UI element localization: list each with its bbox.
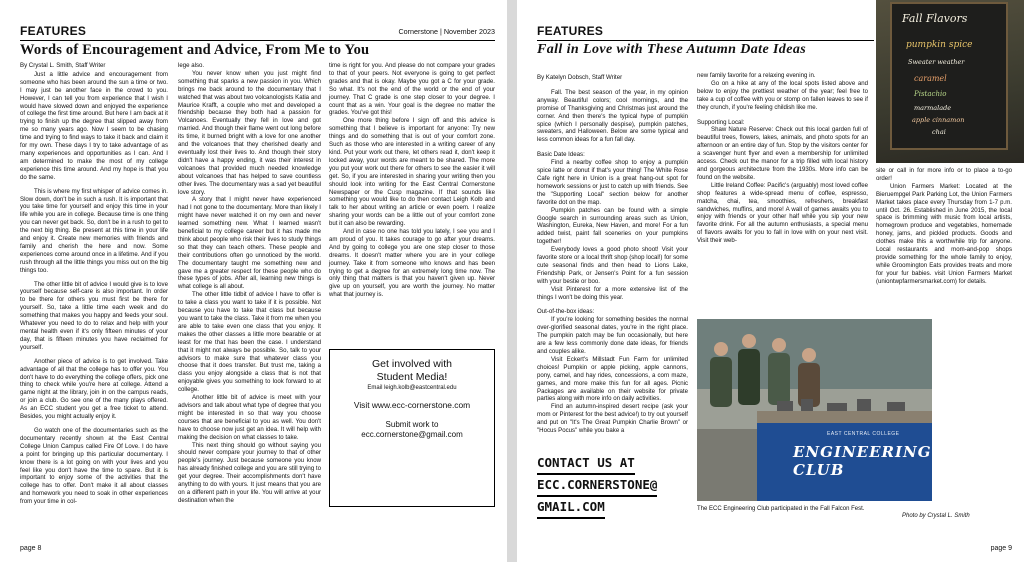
paragraph: lege also. bbox=[178, 62, 205, 69]
paragraph: This is where my first whisper of advice comes in. Slow down, don't be in such a rush. It is important that you take time for yourself and enjoy this time in your life while you are in college. Because time is one thing you can never get back. So, don't be in a rush to get to the next big thing. Be present at this time in your life and enjoy it. Create new memories with friends and family and cherish the here and now. Some experiences come around once in a lifetime. And if you rush through all the little things you miss out on the big things too. bbox=[20, 187, 168, 274]
photo-credit: Photo by Crystal L. Smith bbox=[902, 513, 970, 519]
paragraph: And in case no one has told you lately, I see you and I am proud of you. It takes courage to go after your dreams. And by going to college you are one step closer to those dreams. It doesn't matter where you are in your college journey. Take it from someone who knows and has been trying to get a degree for an extremely long time now. The only thing that matters is that you haven't given up. Never give up on yourself, you are worth the journey. No matter what that journey is. bbox=[329, 228, 495, 299]
paragraph: Everybody loves a good photo shoot! Visit your favorite store or a local thrift shop (shop local!) for some cute seasonal finds and then head to Lions Lake, Friendship Park, or Jensen's Point for a fun session with your bestie or boo. bbox=[537, 246, 688, 285]
promo-submit-label: Submit work to bbox=[385, 420, 439, 429]
contact-block bbox=[537, 453, 667, 519]
paragraph: Visit Eckert's Millstadt Fun Farm for unlimited choices! Pumpkin or apple picking, apple cannons, pony, camel, and hay rides, concessions, a corn maze, games, and more make this fun for all ages. Picnic Packages are available on their website for private parties along with more info on daily activities. bbox=[537, 355, 688, 403]
paragraph: Another little bit of advice is meet with your advisors and talk about what type of degree that you might be interested in so that way you choose courses that are beneficial to you as well. You don't have to choose now just get an idea. It will help with making the decision on what classes to take. bbox=[178, 394, 321, 441]
paragraph: A story that I might never have experienced had I not gone to the documentary. More than likely I might have never watched it on my own and never learned something new. What I learned wasn't beneficial to my college career but it has made me think about people who risk their lives to study things so that they can teach others. These people and their contributions often go unnoticed by the world. The documentary taught me something new and gave me a greater respect for these people who do these types of jobs. After all, learning new things is what college is all about. bbox=[178, 196, 321, 291]
paragraph: site or call in for more info or to place a to-go order! bbox=[876, 167, 1012, 182]
subheading-basic: Basic Date Ideas: bbox=[537, 151, 585, 159]
contact-line-1: CONTACT US AT bbox=[537, 453, 635, 475]
paragraph: Just a little advice and encouragement from someone who has been around the sun a time or two. I may just be another face in the crowd to you. However, I can tell you from experience that I wish I would have slowed down and enjoyed the experience of college the first time around. But here I am back at it trying to finish up the degree that slipped away from me so many years ago. Now I seem to be chasing time and trying to find ways to take it back and claim it for my own. These days I try to take advantage of as many experiences and opportunities as I can. And I am determined to make the most of my college experience this time around. And my hope is that you do the same. bbox=[20, 70, 168, 181]
menu-item: marmalade bbox=[914, 104, 952, 112]
paragraph: Little Ireland Coffee: Pacific's (arguably) most loved coffee shop features a wide-spread menu of coffee, espresso, matcha, chai, tea, smoothies, refreshers, breakfast sandwiches, muffins, and more! A wall of games awaits you to enjoy with friends or your other half while you sip your new favorite drink. For all the autumn enthusiasts, a special menu of flavors awaits for you to fall in love with on your next visit. Visit their web- bbox=[697, 181, 868, 245]
paragraph: The other little bit of advice I would give is to love yourself because self-care is also important. In order to be there for others you must first be there for yourself. So, take a little time each week and do something that makes you happy and feeds your soul. Whatever you need to do to relax and help with your mental health even if it's only fifteen minutes of your day, that is fifteen minutes you have reclaimed for yourself. bbox=[20, 280, 168, 351]
paragraph: time is right for you. And please do not compare your grades to that of your peers. Not everyone is going to get perfect grades and that is okay. Maybe you got a C for your grade. So what. It's not the end of the world or the end of your journey. That C grade is one step closer to your degree. I count that as a win. Your goal is the degree no matter the grades. You've got this! bbox=[329, 62, 495, 117]
article-column-1 bbox=[20, 62, 168, 506]
promo-line-2: Student Media! bbox=[376, 371, 448, 383]
menu-item: pumpkin spice bbox=[906, 40, 973, 50]
page-left bbox=[0, 0, 507, 562]
menu-item: caramel bbox=[914, 74, 947, 83]
paragraph: Find a nearby coffee shop to enjoy a pumpkin spice latte or donut if that's your thing! The White Rose Cafe right here in Union is a great hang-out spot for homework sessions or just to catch up with friends. See the "Supporting Local" section below for another favorite dot on the map. bbox=[537, 159, 688, 206]
menu-chalkboard bbox=[890, 2, 1008, 150]
section-label: FEATURES bbox=[537, 24, 604, 38]
page-right bbox=[517, 0, 1024, 562]
page-number: page 8 bbox=[20, 545, 42, 552]
promo-submit-email[interactable]: ecc.cornerstone@gmail.com bbox=[361, 430, 463, 439]
page-header bbox=[537, 26, 874, 41]
paragraph: Shaw Nature Reserve: Check out this local garden full of beautiful trees, flowers, lakes, animals, and photo spots for an afternoon or an entire day of fun. Stop by the visitors center for a scavenger hunt flyer and even a membership for unlimited access. Check out the manor for a trip filled with local history and gorgeous architecture from the 1930s. More info can be found on the website. bbox=[697, 126, 868, 181]
article-column-2 bbox=[697, 72, 868, 245]
paragraph: Visit Pinterest for a more extensive list of the things I won't be doing this year. bbox=[537, 285, 688, 301]
promo-email-small[interactable]: Email leigh.kolb@eastcentral.edu bbox=[367, 385, 457, 391]
article-column-3 bbox=[329, 62, 495, 299]
contact-line-3[interactable]: GMAIL.COM bbox=[537, 497, 605, 519]
menu-item: Sweater weather bbox=[908, 58, 965, 66]
paragraph: You never know when you just might find something that sparks a new passion in you. Which brings me back around to the documentary that I watched that was about two volcanologists Katia and Maurice Krafft, a couple who met and developed a friendship because they both had a passion for Volcanoes. Eventually they fell in love and got married. And though their flame went out long before its time, it burned bright with a love for one another and the volcanoes that they cherished dearly and eventually lost their lives to. And though their story didn't have a happy ending, it was their interest in volcanoes that provided much needed knowledge about volcanoes that has helped to save countless other lives. The documentary was a sad yet beautiful love story. bbox=[178, 69, 321, 196]
paragraph: Another piece of advice is to get involved. Take advantage of all that the college has to offer you. You don't have to do everything the college offers, pick one thing to check while you're here at college. Attend a game night at the library, join in on the campus reads, or join a club. Go see one of the many plays offered. As an ECC student you get a free ticket to attend. Besides, you might actually enjoy it. bbox=[20, 357, 168, 421]
article-column-3 bbox=[876, 167, 1012, 286]
paragraph: Pumpkin patches can be found with a simple Google search in surrounding areas such as Union, Washington, Eureka, New Haven, and more! For a fun added twist, paint fall sceneries on your pumpkins together! bbox=[537, 206, 688, 246]
menu-title: Fall Flavors bbox=[902, 12, 968, 25]
byline: By Crystal L. Smith, Staff Writer bbox=[20, 62, 106, 69]
menu-item: Pistachio bbox=[914, 90, 947, 98]
article-column-2 bbox=[178, 62, 321, 505]
page-header bbox=[20, 26, 495, 41]
byline: By Katelyn Dobsch, Staff Writer bbox=[537, 74, 623, 81]
menu-item: chai bbox=[932, 128, 946, 136]
menu-item: apple cinnamon bbox=[912, 116, 965, 124]
paragraph: Find an autumn-inspired desert recipe (ask your mom or Pinterest for the best advice!) to try out yourself and put on "It's The Great Pumpkin Charlie Brown" or "Hocus Pocus" while you bake a bbox=[537, 403, 688, 435]
paragraph: If you're looking for something besides the normal over-glorified seasonal dates, you're in the right place. The pumpkin patch may be fun occasionally, but here are a few less commonly done date ideas, for friends and couples alike. bbox=[537, 316, 688, 355]
paragraph: The other little tidbit of advice I have to offer is to take a class you want to take if it is possible. Not because you have to take that class but because you want to take the class. Take it from me when you are able to take even one class that you enjoy. It makes the other classes a little more bearable or at least for me that has been the case. I understand that it might not always be possible. So, talk to your advisors to make sure that whatever class you choose that it does transfer. But trust me, taking a class you enjoy alongside a class that is not that enjoyable gives you something to look forward to at college. bbox=[178, 291, 321, 394]
paragraph: new family favorite for a relaxing evening in. bbox=[697, 72, 816, 79]
running-head: Cornerstone | November 2023 bbox=[398, 27, 495, 36]
promo-website[interactable]: Visit www.ecc-cornerstone.com bbox=[353, 400, 471, 410]
paragraph: One more thing before I sign off and this advice is something that I believe is important for anyone: Try new things and do something that is out of your comfort zone. Such as those who are interested in a writing career of any kind. Put your work out there, let others read it, don't keep it locked away, your words are meant to be shared. The more you put your work out there for others to see the easier it will get. So, if you are interested in sharing your writing then you should look into writing for the East Central Cornerstone Newspaper or the Cusp magazine. If that sounds like something you would like to do then contact Leigh Kolb and talk to her about writing an article or even poem. I realize sharing your words can be a little out of your comfort zone but it can also be rewarding. bbox=[329, 117, 495, 228]
page-number: page 9 bbox=[990, 545, 1012, 552]
article-headline: Words of Encouragement and Advice, From Me to You bbox=[20, 42, 370, 58]
banner-text: ENGINEERING CLUB bbox=[793, 443, 932, 479]
paragraph: Union Farmers Market: Located at the Bieruempgel Park Parking Lot, the Union Farmers Market takes place every Thursday from 1-7 p.m. until Oct. 26. Established in June 2015, the local space is brimming with music from local artists, homegrown produce and vegetables, homemade honey, jams, and pickled products. Goods and clothes make this a worthwhile trip for anyone. Local restaurants and mom-and-pop shops provide something for the whole family to enjoy, while Groomington Eats provides treats and more for your fur babies. visit Union Farmers Market (uniontwpfarmersmarket.com) for details. bbox=[876, 182, 1012, 285]
section-label: FEATURES bbox=[20, 24, 87, 38]
subheading-out-of-box: Out-of-the-box ideas: bbox=[537, 308, 595, 316]
student-media-promo-box bbox=[329, 349, 495, 507]
paragraph: Go on a hike at any of the local spots listed above and below to enjoy the prettiest weather of the year; feel free to take a cup of coffee with you or stomp on fallen leaves to see if they crunch, if you're feeling childish like me. bbox=[697, 79, 868, 111]
menu-board-photo bbox=[876, 0, 1024, 163]
paragraph: Fall. The best season of the year, in my opinion anyway. Beautiful colors; cool mornings, and the promise of Thanksgiving and Christmas just around the corner. And then there's the typical hype of pumpkin spice (which I personally despise), pumpkin patches, sweaters, and Halloween. Below are some typical and less common ideas for a fun fall day. bbox=[537, 88, 688, 144]
article-headline: Fall in Love with These Autumn Date Ideas bbox=[537, 42, 807, 57]
paragraph: This next thing should go without saying you should never compare your journey to that of other people's journey. Just because someone you know has already finished college and you are still trying to get your degree. Their accomplishments don't have anything to do with yours. It just means that you are on a different path in your life. You will arrive at your destination when the bbox=[178, 441, 321, 504]
subheading-supporting-local: Supporting Local: bbox=[697, 118, 745, 126]
article-column-1 bbox=[537, 74, 688, 435]
engineering-club-photo bbox=[697, 319, 932, 501]
contact-line-2[interactable]: ECC.CORNERSTONE@ bbox=[537, 475, 657, 497]
banner-small-text: EAST CENTRAL COLLEGE bbox=[827, 431, 900, 437]
paragraph: Go watch one of the documentaries such as the documentary recently shown at the East Central College Union Campus called Fire Of Love. I do have a point for bringing up this particular documentary. I know there is a lot going on with your lives and you feel like you don't have the time to spare. But it is important to enjoy some of the activities that the college has to offer. Don't make it all about classes and homework you need to soak in other experiences from your time in col- bbox=[20, 426, 168, 506]
promo-line-1: Get involved with bbox=[372, 358, 452, 370]
photo-caption: The ECC Engineering Club participated in the Fall Falcon Fest. bbox=[697, 506, 865, 512]
